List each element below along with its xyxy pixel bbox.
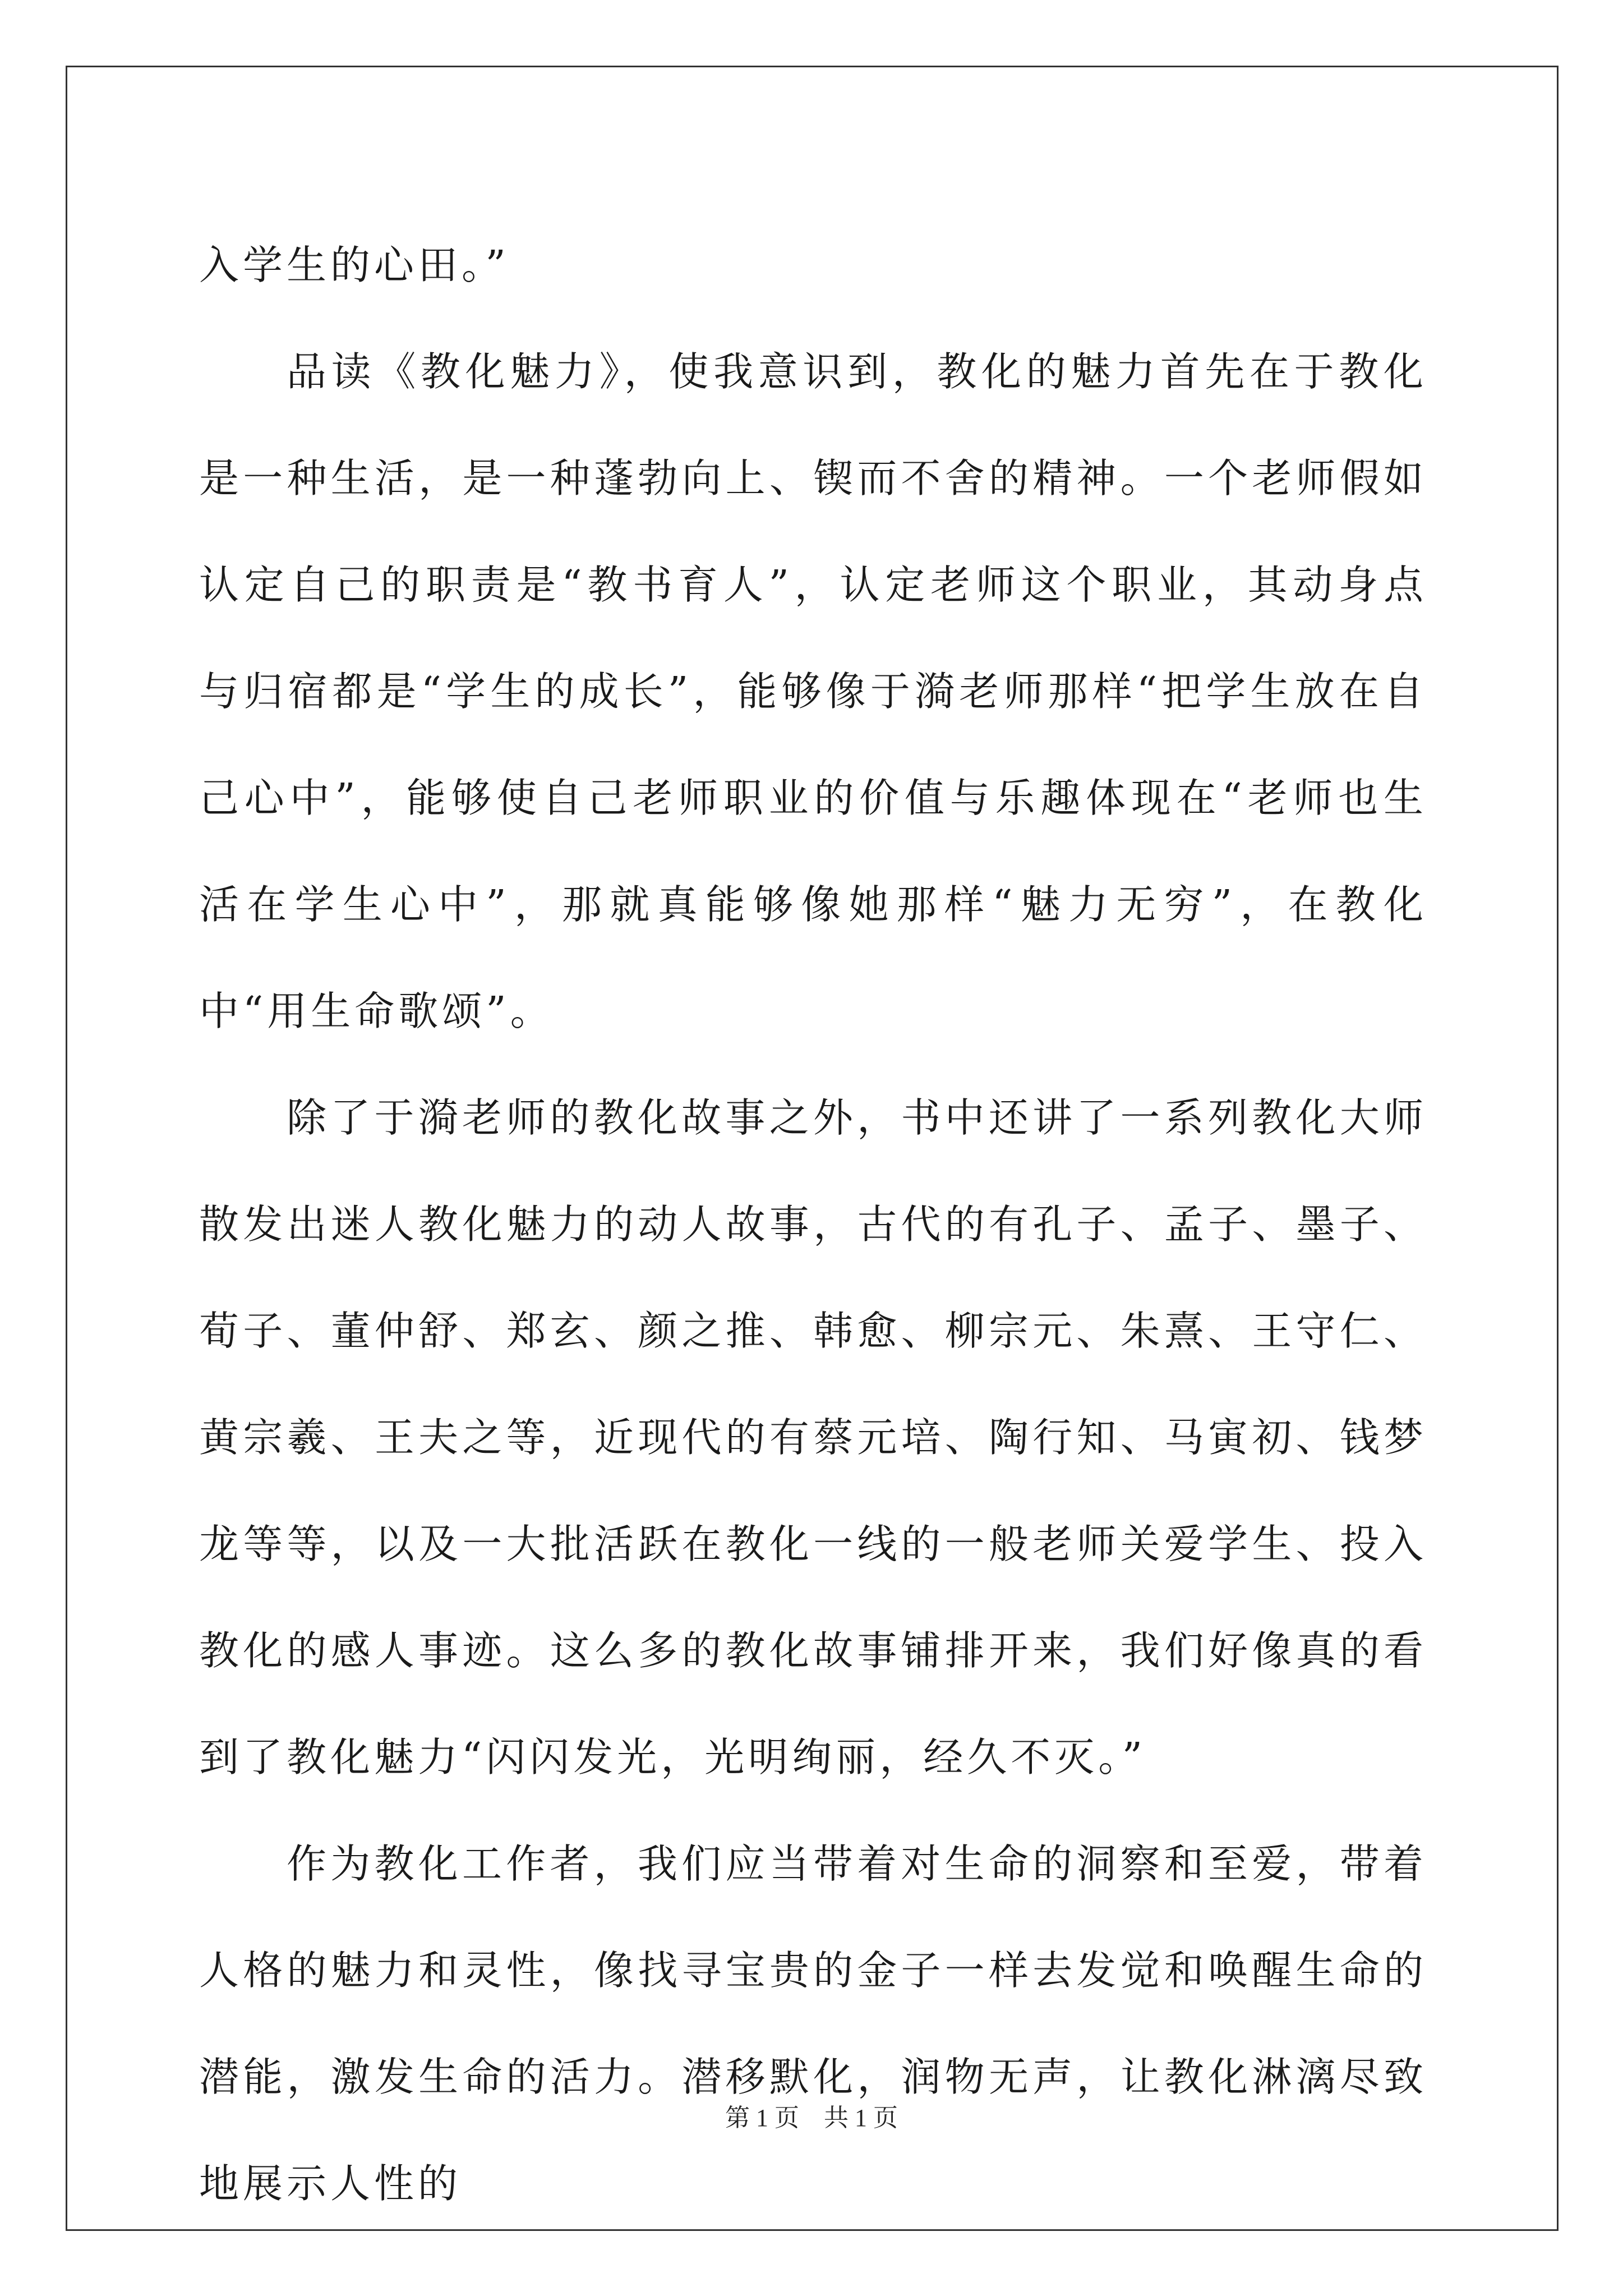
page-number: 第 1 页: [725, 2104, 799, 2132]
document-body: [199, 212, 1427, 2237]
paragraph-4: 作为教化工作者，我们应当带着对生命的洞察和至爱，带着人格的魅力和灵性，像找寻宝贵的金子一样去发觉和唤醒生命的潜能，激发生命的活力。潜移默化，润物无声，让教化淋漓尽致地展示人性的: [199, 1841, 1427, 2207]
paragraph-1: 入学生的心田。”: [199, 242, 510, 288]
paragraph-3: 除了于漪老师的教化故事之外，书中还讲了一系列教化大师散发出迷人教化魅力的动人故事，古代的有孔子、孟子、墨子、荀子、董仲舒、郑玄、颜之推、韩愈、柳宗元、朱熹、王守仁、黄宗羲、王夫之等，近现代的有蔡元培、陶行知、马寅初、钱梦龙等等，以及一大批活跃在教化一线的一般老师关爱学生、投入教化的感人事迹。这么多的教化故事铺排开来，我们好像真的看到了教化魅力“闪闪发光，光明绚丽，经久不灭。”: [199, 1094, 1427, 1780]
total-pages: 共 1 页: [824, 2104, 898, 2132]
page-footer: [0, 2101, 1623, 2135]
paragraph-2: 品读《教化魅力》，使我意识到，教化的魅力首先在于教化是一种生活，是一种蓬勃向上、锲而不舍的精神。一个老师假如认定自己的职责是“教书育人”，认定老师这个职业，其动身点与归宿都是“学生的成长”，能够像于漪老师那样“把学生放在自己心中”，能够使自己老师职业的价值与乐趣体现在“老师也生活在学生心中”，那就真能够像她那样“魅力无穷”，在教化中“用生命歌颂”。: [199, 348, 1427, 1034]
